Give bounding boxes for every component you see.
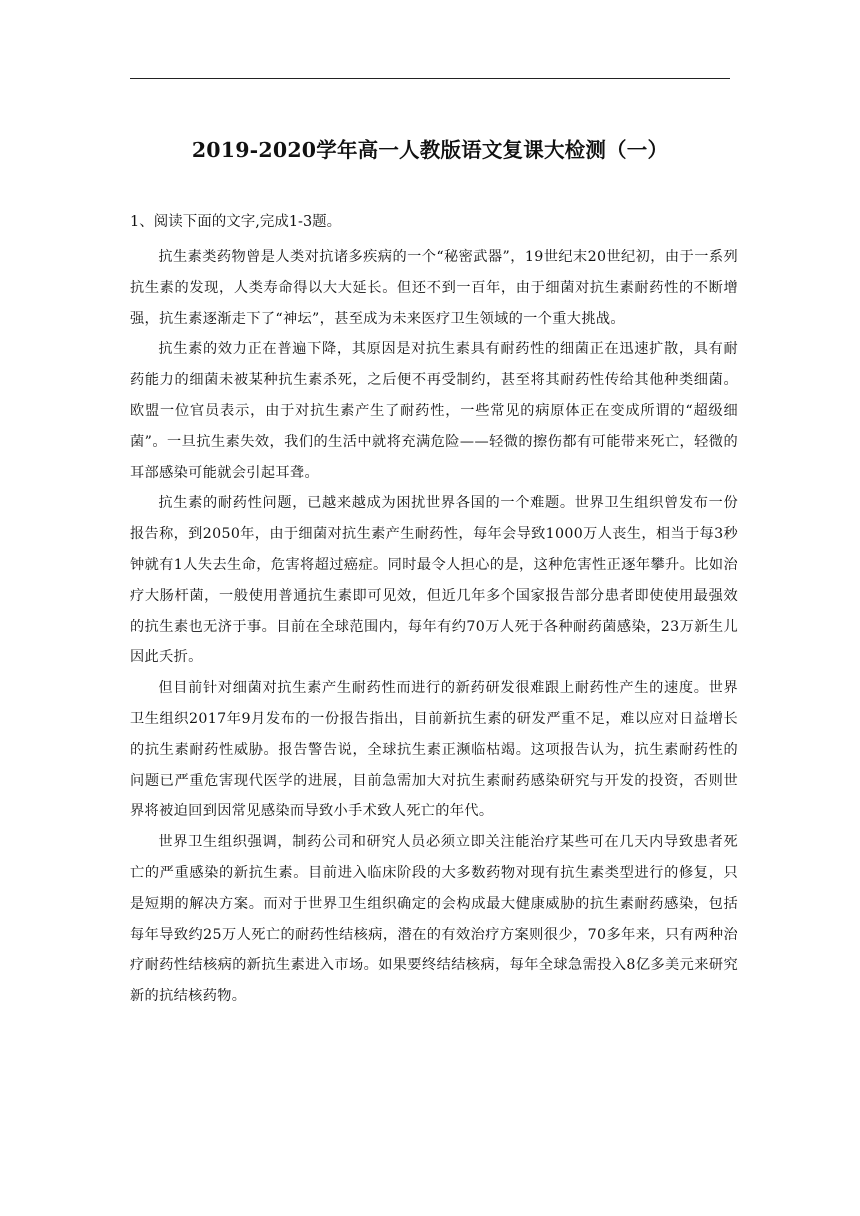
reading-passage (130, 242, 738, 1012)
paragraph-2: 抗生素的效力正在普遍下降，其原因是对抗生素具有耐药性的细菌正在迅速扩散，具有耐药能力的细菌未被某种抗生素杀死，之后便不再受制约，甚至将其耐药性传给其他种类细菌。欧盟一位官员表示，由于对抗生素产生了耐药性，一些常见的病原体正在变成所谓的“超级细菌”。一旦抗生素失效，我们的生活中就将充满危险——轻微的擦伤都有可能带来死亡，轻微的耳部感染可能就会引起耳聋。 (130, 341, 738, 481)
paragraph-1: 抗生素类药物曾是人类对抗诸多疾病的一个“秘密武器”，19世纪末20世纪初，由于一系列抗生素的发现，人类寿命得以大大延长。但还不到一百年，由于细菌对抗生素耐药性的不断增强，抗生素逐渐走下了“神坛”，甚至成为未来医疗卫生领域的一个重大挑战。 (130, 249, 738, 327)
question-prompt: 1、阅读下面的文字,完成1-3题。 (130, 214, 342, 230)
paragraph-5: 世界卫生组织强调，制药公司和研究人员必须立即关注能治疗某些可在几天内导致患者死亡的严重感染的新抗生素。目前进入临床阶段的大多数药物对现有抗生素类型进行的修复，只是短期的解决方案。而对于世界卫生组织确定的会构成最大健康威胁的抗生素耐药感染，包括每年导致约25万人死亡的耐药性结核病，潜在的有效治疗方案则很少，70多年来，只有两种治疗耐药性结核病的新抗生素进入市场。如果要终结结核病，每年全球急需投入8亿多美元来研究新的抗结核药物。 (130, 834, 738, 1005)
paragraph-4: 但目前针对细菌对抗生素产生耐药性而进行的新药研发很难跟上耐药性产生的速度。世界卫生组织2017年9月发布的一份报告指出，目前新抗生素的研发严重不足，难以应对日益增长的抗生素耐药性威胁。报告警告说，全球抗生素正濒临枯竭。这项报告认为，抗生素耐药性的问题已严重危害现代医学的进展，目前急需加大对抗生素耐药感染研究与开发的投资，否则世界将被迫回到因常见感染而导致小手术致人死亡的年代。 (130, 680, 738, 820)
header-rule (130, 78, 730, 79)
document-title: 2019-2020学年高一人教版语文复课大检测（一） (191, 138, 669, 162)
paragraph-3: 抗生素的耐药性问题，已越来越成为困扰世界各国的一个难题。世界卫生组织曾发布一份报告称，到2050年，由于细菌对抗生素产生耐药性，每年会导致1000万人丧生，相当于每3秒钟就有1人失去生命，危害将超过癌症。同时最令人担心的是，这种危害性正逐年攀升。比如治疗大肠杆菌，一般使用普通抗生素即可见效，但近几年多个国家报告部分患者即使使用最强效的抗生素也无济于事。目前在全球范围内，每年有约70万人死于各种耐药菌感染，23万新生儿因此夭折。 (130, 495, 738, 666)
